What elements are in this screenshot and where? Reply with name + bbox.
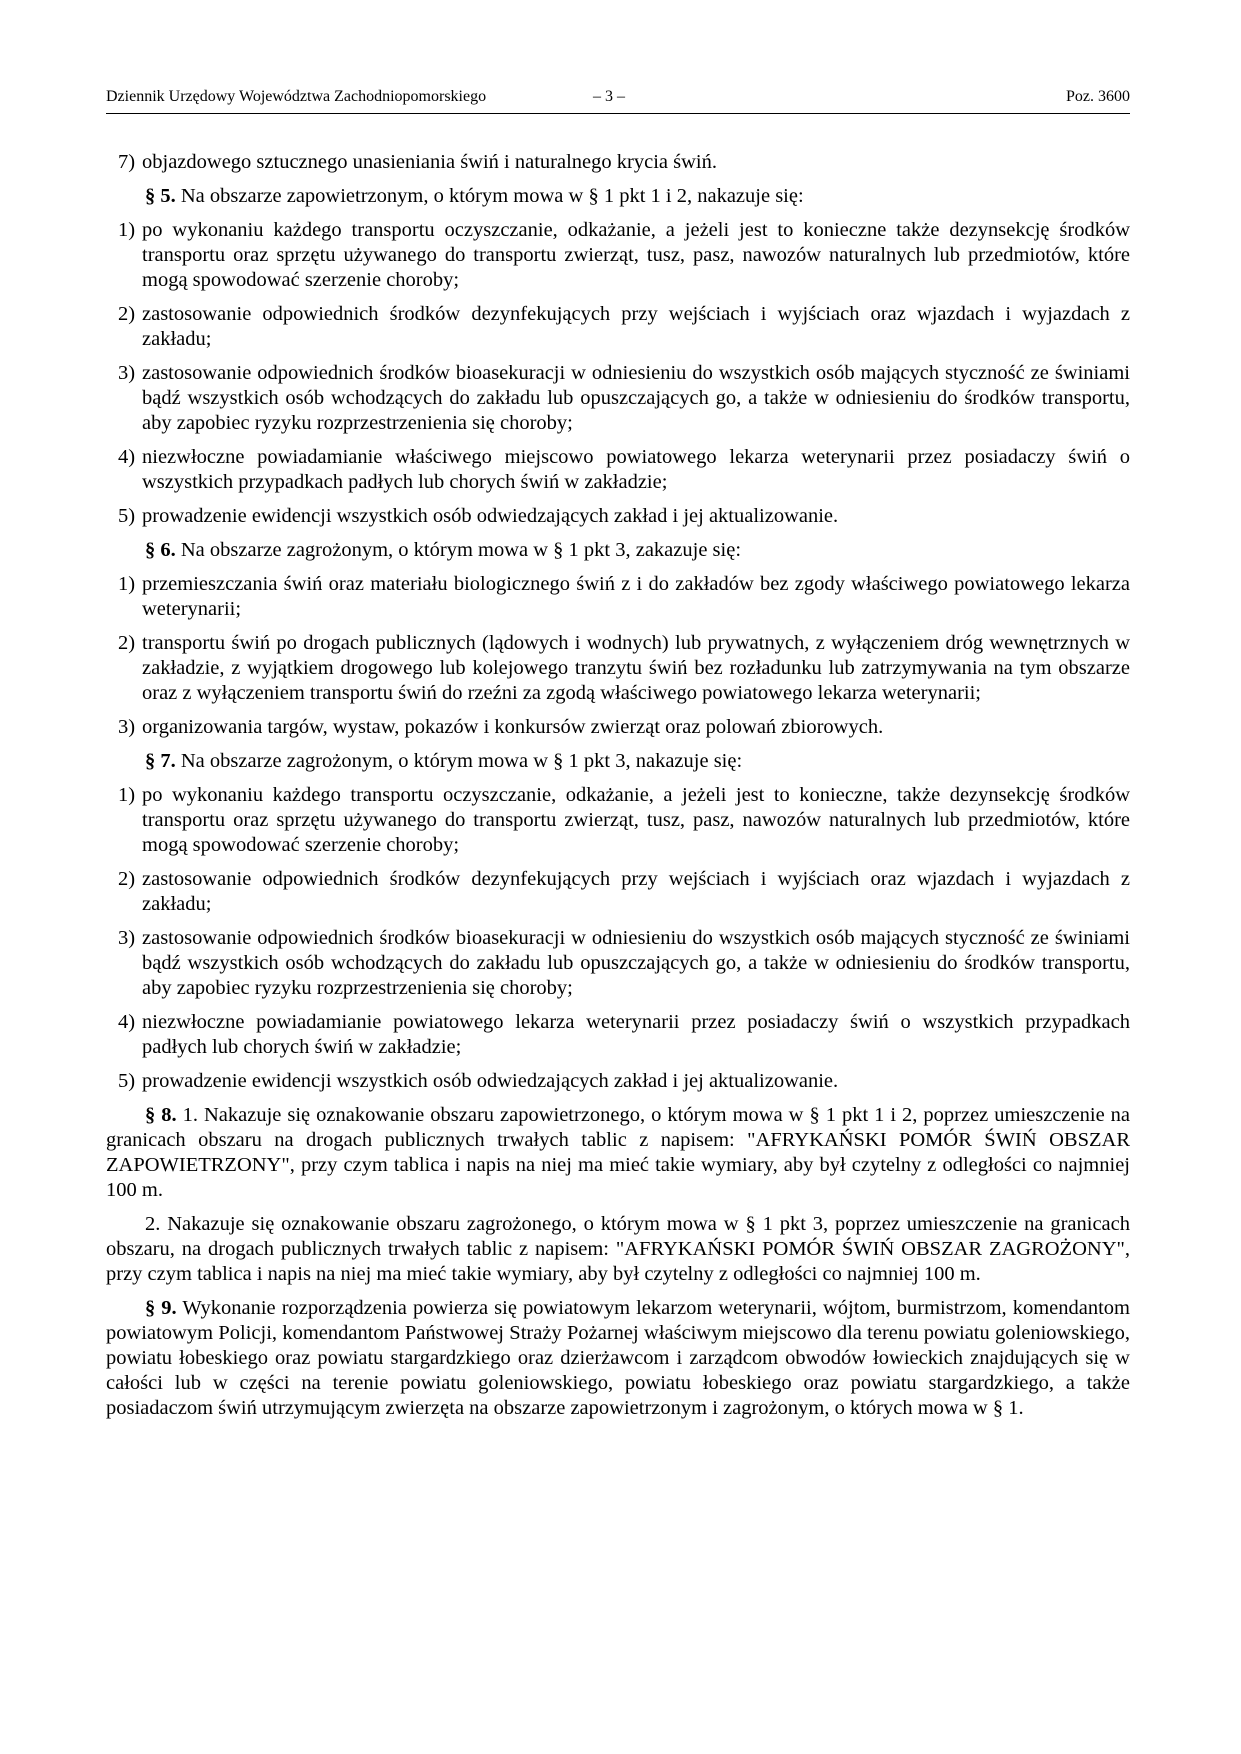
- paragraph-text: 1. Nakazuje się oznakowanie obszaru zapowietrzonego, o którym mowa w § 1 pkt 1 i 2, poprzez umieszczenie na granicach obszaru na drogach publicznych trwałych tablic z napisem: "AFRYKAŃSKI POMÓR ŚWIŃ OBSZAR ZAPOWIETRZONY", przy czym tablica i napis na niej ma mieć takie wymiary, aby był czytelny z odległości co najmniej 100 m.: [106, 1104, 1131, 1201]
- item-text: zastosowanie odpowiednich środków bioasekuracji w odniesieniu do wszystkich osób mających styczność ze świniami bądź wszystkich osób wchodzących do zakładu lub opuszczających go, a także w odniesieniu do środków transportu, aby zapobiec ryzyku rozprzestrzenienia się choroby;: [142, 362, 1130, 434]
- item-text: prowadzenie ewidencji wszystkich osób odwiedzających zakład i jej aktualizowanie.: [142, 1070, 839, 1092]
- item-number: 5): [118, 505, 136, 527]
- item-number: 2): [118, 303, 136, 325]
- item-text: zastosowanie odpowiednich środków bioasekuracji w odniesieniu do wszystkich osób mających styczność ze świniami bądź wszystkich osób wchodzących do zakładu lub opuszczających go, a także w odniesieniu do środków transportu, aby zapobiec ryzyku rozprzestrzenienia się choroby;: [142, 927, 1130, 999]
- item-text: niezwłoczne powiadamianie powiatowego lekarza weterynarii przez posiadaczy świń o wszystkich przypadkach padłych lub chorych świń w zakładzie;: [142, 1011, 1130, 1058]
- item-number: 7): [118, 151, 136, 173]
- section-intro-text: Na obszarze zagrożonym, o którym mowa w § 1 pkt 3, nakazuje się:: [180, 750, 743, 772]
- item-number: 3): [118, 716, 136, 738]
- paragraph-text: Wykonanie rozporządzenia powierza się powiatowym lekarzom weterynarii, wójtom, burmistrzom, komendantom powiatowym Policji, komendantom Państwowej Straży Pożarnej właściwym miejscowo dla terenu powiatu goleniowskiego, powiatu łobeskiego oraz powiatu stargardzkiego oraz dzierżawcom i zarządcom obwodów łowieckich znajdujących się w całości lub w części na terenie powiatu goleniowskiego, powiatu łobeskiego oraz powiatu stargardzkiego, a także posiadaczom świń utrzymującym zwierzęta na obszarze zapowietrzonym i zagrożonym, o których mowa w § 1.: [106, 1297, 1131, 1419]
- header-rule: [106, 113, 1130, 114]
- list-item: [106, 783, 1130, 858]
- list-item: [106, 504, 1130, 529]
- list-item: [106, 867, 1130, 917]
- item-number: 3): [118, 927, 136, 949]
- item-number: 2): [118, 632, 136, 654]
- item-number: 3): [118, 362, 136, 384]
- list-item: [106, 361, 1130, 436]
- item-number: 2): [118, 868, 136, 890]
- list-item: [106, 1010, 1130, 1060]
- list-item: [106, 445, 1130, 495]
- item-text: po wykonaniu każdego transportu oczyszczanie, odkażanie, a jeżeli jest to konieczne, także dezynsekcję środków transportu oraz sprzętu używanego do transportu zwierząt, tusz, pasz, nawozów naturalnych lub przedmiotów, które mogą spowodować szerzenie choroby;: [142, 784, 1130, 856]
- section-label: § 5.: [145, 185, 176, 207]
- document-body: [106, 150, 1130, 1430]
- list-item: [106, 715, 1130, 740]
- section-label: § 8.: [145, 1104, 177, 1126]
- section-7-intro: [106, 749, 1130, 774]
- section-label: § 9.: [145, 1297, 177, 1319]
- item-text: organizowania targów, wystaw, pokazów i konkursów zwierząt oraz polowań zbiorowych.: [142, 716, 884, 738]
- paragraph-text: 2. Nakazuje się oznakowanie obszaru zagrożonego, o którym mowa w § 1 pkt 3, poprzez umieszczenie na granicach obszaru, na drogach publicznych trwałych tablic z napisem: "AFRYKAŃSKI POMÓR ŚWIŃ OBSZAR ZAGROŻONY", przy czym tablica i napis na niej ma mieć takie wymiary, aby był czytelny z odległości co najmniej 100 m.: [106, 1213, 1130, 1285]
- page-number: – 3 –: [593, 88, 625, 105]
- list-item: [106, 572, 1130, 622]
- item-text: zastosowanie odpowiednich środków dezynfekujących przy wejściach i wyjściach oraz wjazdach i wyjazdach z zakładu;: [142, 868, 1130, 915]
- item-number: 1): [118, 219, 136, 241]
- section-8-paragraph-1: [106, 1103, 1130, 1203]
- section-6-intro: [106, 538, 1130, 563]
- item-text: niezwłoczne powiadamianie właściwego miejscowo powiatowego lekarza weterynarii przez posiadaczy świń o wszystkich przypadkach padłych lub chorych świń w zakładzie;: [142, 446, 1130, 493]
- item-number: 4): [118, 1011, 136, 1033]
- item-text: objazdowego sztucznego unasieniania świń i naturalnego krycia świń.: [142, 151, 717, 173]
- list-item: [106, 1069, 1130, 1094]
- journal-title: Dziennik Urzędowy Województwa Zachodniopomorskiego: [106, 88, 487, 105]
- item-text: zastosowanie odpowiednich środków dezynfekujących przy wejściach i wyjściach oraz wjazdach i wyjazdach z zakładu;: [142, 303, 1130, 350]
- list-item: [106, 150, 1130, 175]
- section-5-intro: [106, 184, 1130, 209]
- item-number: 5): [118, 1070, 136, 1092]
- section-8-paragraph-2: [106, 1212, 1130, 1287]
- item-number: 1): [118, 784, 136, 806]
- item-number: 1): [118, 573, 136, 595]
- list-item: [106, 926, 1130, 1001]
- section-label: § 6.: [145, 539, 176, 561]
- item-text: po wykonaniu każdego transportu oczyszczanie, odkażanie, a jeżeli jest to konieczne także dezynsekcję środków transportu oraz sprzętu używanego do transportu zwierząt, tusz, pasz, nawozów naturalnych lub przedmiotów, które mogą spowodować szerzenie choroby;: [142, 219, 1130, 291]
- section-intro-text: Na obszarze zagrożonym, o którym mowa w § 1 pkt 3, zakazuje się:: [180, 539, 742, 561]
- section-9-paragraph: [106, 1296, 1130, 1421]
- list-item: [106, 218, 1130, 293]
- section-intro-text: Na obszarze zapowietrzonym, o którym mowa w § 1 pkt 1 i 2, nakazuje się:: [180, 185, 804, 207]
- item-text: prowadzenie ewidencji wszystkich osób odwiedzających zakład i jej aktualizowanie.: [142, 505, 839, 527]
- item-text: transportu świń po drogach publicznych (lądowych i wodnych) lub prywatnych, z wyłączeniem dróg wewnętrznych w zakładzie, z wyjątkiem drogowego lub kolejowego tranzytu świń bez rozładunku lub zatrzymywania na tym obszarze oraz z wyłączeniem transportu świń do rzeźni za zgodą właściwego powiatowego lekarza weterynarii;: [142, 632, 1130, 704]
- section-label: § 7.: [145, 750, 176, 772]
- item-number: 4): [118, 446, 136, 468]
- item-text: przemieszczania świń oraz materiału biologicznego świń z i do zakładów bez zgody właściwego powiatowego lekarza weterynarii;: [142, 573, 1130, 620]
- page-header: [106, 86, 1130, 110]
- position-number: Poz. 3600: [1066, 88, 1130, 105]
- list-item: [106, 302, 1130, 352]
- list-item: [106, 631, 1130, 706]
